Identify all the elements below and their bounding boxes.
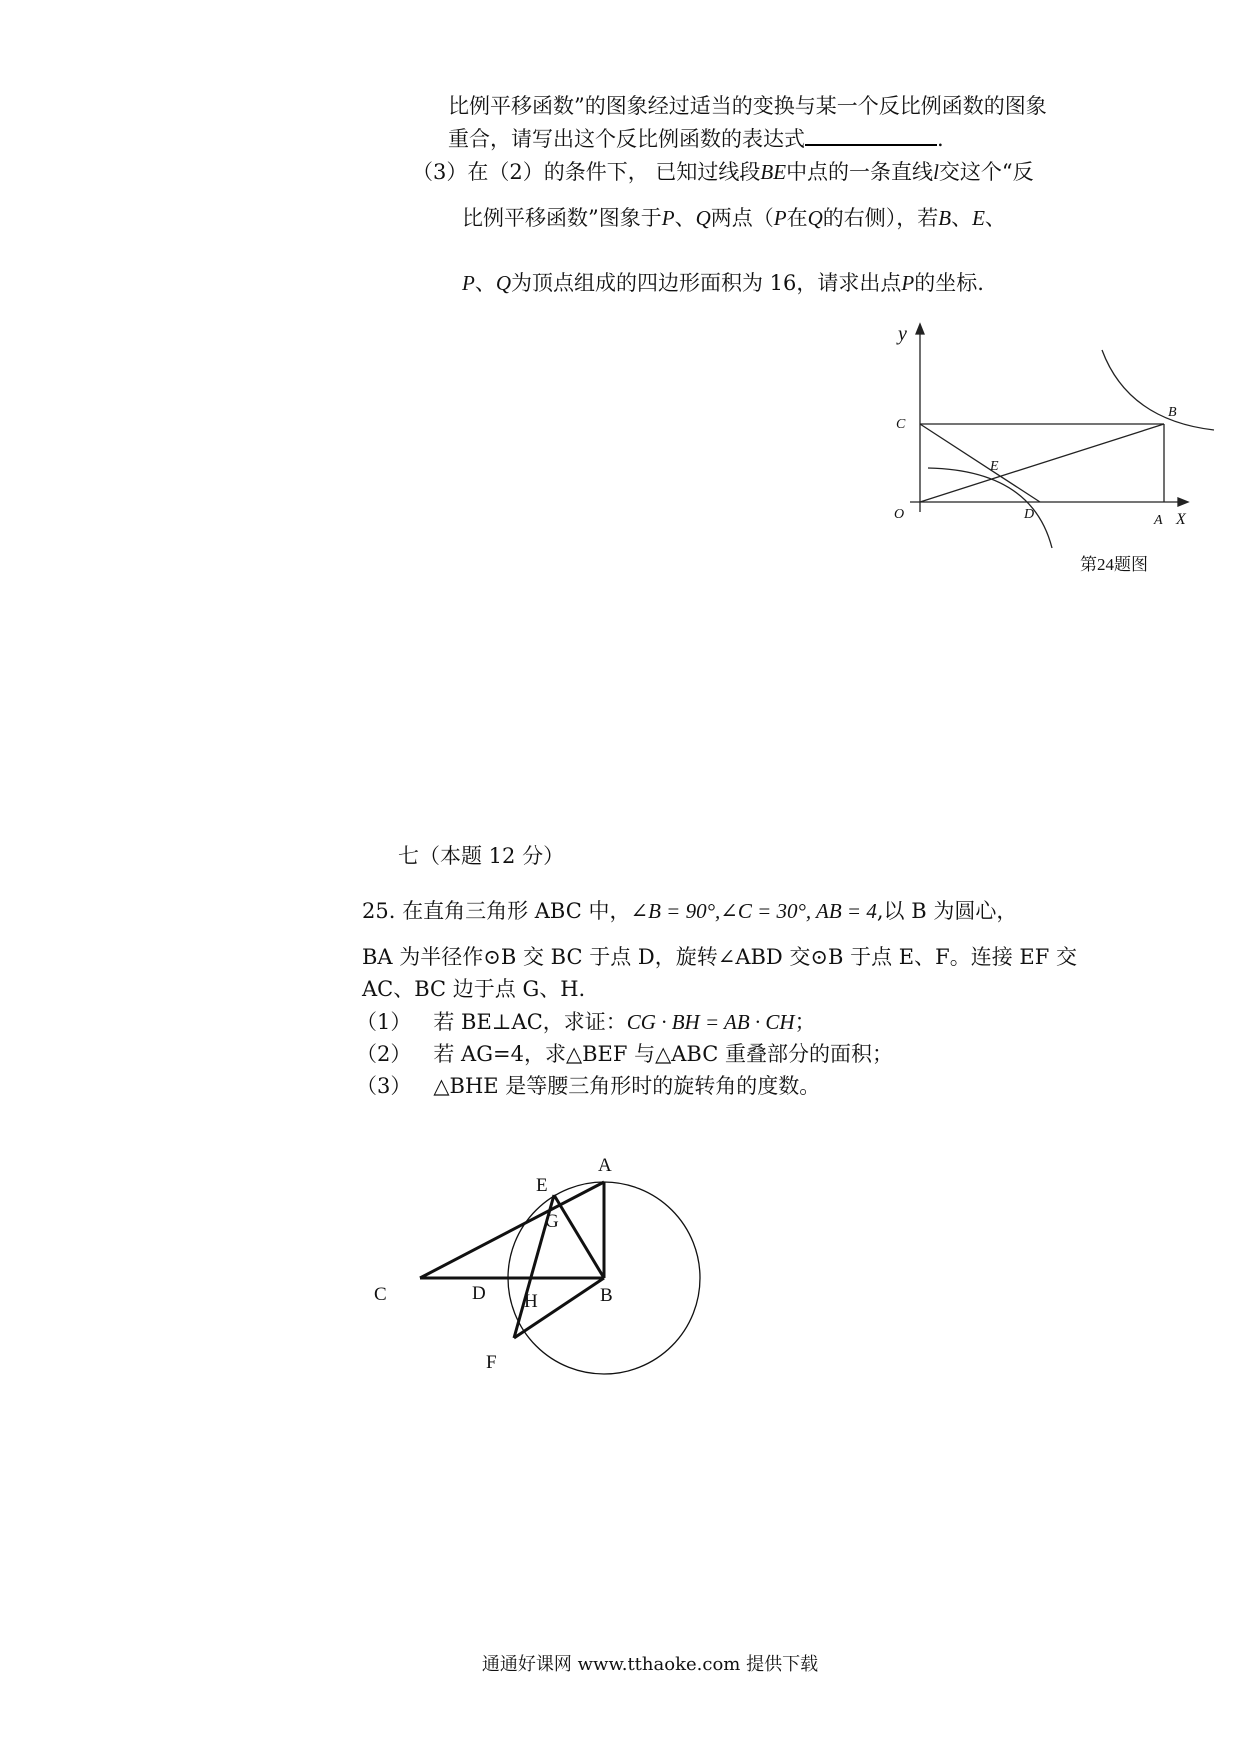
q24-math-p: P: [773, 206, 787, 230]
label-b: B: [600, 1285, 613, 1306]
q24-part3-text: 的坐标.: [914, 271, 984, 295]
q25-line3: [362, 975, 585, 1003]
figure-caption: 第24题图: [1080, 555, 1148, 574]
q25-item2: [356, 1040, 893, 1068]
q24-part3-line2: [462, 204, 1006, 232]
q24-part3-text: 在: [786, 206, 808, 230]
q24-part3-text: 的右侧），若: [822, 206, 939, 230]
q24-line2: 重合，请写出这个反比例函数的表达式: [448, 127, 805, 151]
q24-math-q: Q: [807, 206, 823, 230]
q24-part3-line1: [412, 158, 1034, 186]
label-o: O: [894, 507, 905, 522]
q25-text: AC、BC 边于点 G、H.: [362, 977, 586, 1001]
q24-part3-text: 、: [984, 206, 1006, 230]
q24-part3-text: 两点（: [710, 206, 774, 230]
label-g: G: [545, 1211, 559, 1232]
q24-part3-text: 为顶点组成的四边形面积为 16，请求出点: [511, 271, 902, 295]
q24-text-line1: [448, 92, 1047, 120]
item-text: 若 AG=4，求△BEF 与△ABC 重叠部分的面积；: [433, 1042, 893, 1066]
q24-part3-line3: [462, 269, 984, 297]
label-d: D: [472, 1283, 486, 1304]
item-number: （2）: [356, 1042, 412, 1066]
x-axis-arrow: [1178, 498, 1188, 506]
q24-line2-end: .: [937, 127, 944, 151]
q24-part3-text: 、: [674, 206, 696, 230]
q25-item1: [356, 1008, 816, 1036]
q25-text: ,以 B 为圆心，: [876, 899, 1018, 923]
q24-part3-text: 、: [474, 271, 496, 295]
label-d: D: [1024, 507, 1035, 522]
label-x: X: [1176, 511, 1186, 528]
label-h: H: [524, 1291, 538, 1312]
label-e: E: [536, 1175, 548, 1196]
label-c: C: [374, 1284, 387, 1305]
label-b: B: [1168, 405, 1177, 420]
curve-through-b: [1102, 350, 1214, 430]
q24-part3-text: 、: [951, 206, 973, 230]
item-math: CG · BH = AB · CH: [626, 1010, 795, 1034]
label-a: A: [598, 1155, 612, 1176]
segment-cd: [920, 424, 1040, 502]
q24-math-e: E: [972, 206, 985, 230]
q25-math: ∠B = 90°,∠C = 30°, AB = 4: [630, 899, 877, 923]
q24-math-l: l: [933, 160, 939, 184]
q24-part3-text: 交这个“反: [938, 160, 1034, 184]
q24-math-be: BE: [760, 160, 787, 184]
section7-heading: [398, 842, 564, 870]
footer-text: 通通好课网 www.tthaoke.com 提供下载: [481, 1654, 819, 1675]
q25-line2: [362, 943, 1077, 971]
item-text: ；: [794, 1010, 816, 1034]
q25-text: BA 为半径作⊙B 交 BC 于点 D，旋转∠ABD 交⊙B 于点 E、F。连接 EF 交: [362, 945, 1077, 969]
q25-text: 25. 在直角三角形 ABC 中，: [362, 899, 631, 923]
y-axis-arrow: [916, 324, 924, 334]
q24-part3-text: 中点的一条直线: [786, 160, 934, 184]
item-number: （3）: [356, 1074, 412, 1098]
q24-part3-text: （3）在（2）的条件下， 已知过线段: [412, 160, 761, 184]
item-text: 若 BE⊥AC，求证：: [433, 1010, 627, 1034]
section-heading-text: 七（本题 12 分）: [398, 844, 565, 868]
q24-math-b: B: [938, 206, 952, 230]
q24-math-q: Q: [495, 271, 511, 295]
q24-math-p: P: [661, 206, 675, 230]
segment-eb: [554, 1195, 604, 1278]
q24-text-line2: [448, 124, 944, 153]
item-number: （1）: [356, 1010, 412, 1034]
q25-item3: [356, 1072, 820, 1100]
label-f: F: [486, 1352, 497, 1373]
page-footer: [0, 1650, 1240, 1676]
label-y: y: [898, 323, 907, 345]
answer-blank: [805, 124, 937, 146]
q24-line1: 比例平移函数”的图象经过适当的变换与某一个反比例函数的图象: [448, 94, 1047, 118]
q24-math-p: P: [462, 271, 475, 295]
q25-figure: [360, 1135, 730, 1405]
segment-ob: [920, 424, 1164, 502]
label-c: C: [896, 417, 906, 432]
label-e: E: [990, 459, 999, 474]
label-a: A: [1154, 513, 1163, 528]
q25-line1: [362, 897, 1017, 925]
q24-figure: [880, 320, 1220, 580]
q24-part3-text: 比例平移函数”图象于: [462, 206, 662, 230]
q24-math-q: Q: [695, 206, 711, 230]
q24-math-p: P: [901, 271, 915, 295]
item-text: △BHE 是等腰三角形时的旋转角的度数。: [433, 1074, 821, 1098]
